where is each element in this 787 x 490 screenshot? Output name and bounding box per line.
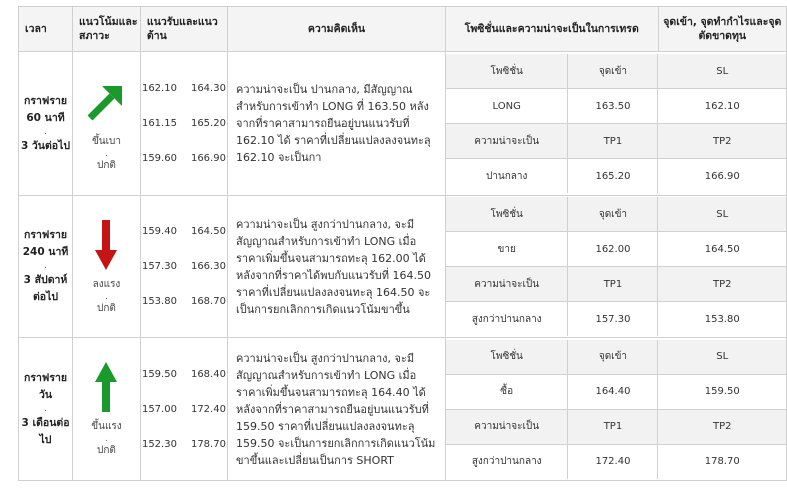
position-value: ซื้อ: [446, 374, 568, 409]
trend-strength: ขึ้นแรง: [91, 421, 122, 432]
trade-details: [446, 54, 786, 193]
tp1-value: 172.40: [568, 444, 658, 479]
support-level: 152.30: [141, 438, 177, 450]
position-value: ขาย: [446, 232, 568, 267]
entry-label: จุดเข้า: [568, 54, 658, 89]
resistance-level: 166.90: [190, 153, 226, 164]
support-level: 159.40: [141, 226, 177, 237]
level-pair: [141, 249, 227, 284]
position-label: โพซิชั่น: [446, 340, 568, 375]
trend-condition: ปกติ: [97, 302, 116, 314]
timeframe-line1: กราฟราย: [24, 229, 68, 241]
trend-dot: .: [105, 434, 108, 444]
trade-details: [446, 197, 786, 336]
timeframe-line1: กราฟราย: [24, 94, 68, 107]
support-level: 161.15: [141, 118, 177, 129]
entry-label: จุดเข้า: [568, 197, 658, 232]
entry-value: 163.50: [568, 89, 658, 124]
probability-label: ความน่าจะเป็น: [446, 409, 568, 444]
level-pair: [141, 106, 227, 141]
timeframe-line2: 60 นาที: [26, 111, 65, 124]
details-row: [446, 232, 786, 267]
tp1-label: TP1: [568, 124, 658, 159]
tp1-value: 165.20: [568, 159, 658, 194]
position-label: โพซิชั่น: [446, 197, 568, 232]
levels-cell: [140, 52, 227, 196]
header-comment: ความคิดเห็น: [228, 7, 446, 52]
trade-details: [446, 340, 786, 479]
sl-value: 164.50: [658, 232, 786, 267]
support-level: 162.10: [141, 83, 177, 94]
entry-value: 162.00: [568, 232, 658, 267]
trend-condition: ปกติ: [97, 159, 116, 171]
timeframe-line3: 3 วันต่อไป: [20, 139, 71, 152]
details-row: [446, 159, 786, 194]
tp1-label: TP1: [568, 267, 658, 302]
comment-text: ความน่าจะเป็น สูงกว่าปานกลาง, จะมีสัญญาณสำหรับการเข้าทำ LONG เมื่อราคาเพิ่มขึ้นจนสามารถทะลุ 164.40 ได้หลังจากที่ราคาสามารถยืนอยู่บนแนวรับที่ 159.50 ราคาที่เปลี่ยนแปลงลงจนทะลุ 159.50 จะเป็นการยกเลิกการเกิดแนวโน้มขาขึ้นและเปลี่ยนเป็นการ SHORT: [228, 338, 446, 481]
trend-dot: .: [105, 148, 108, 159]
trend-dot: .: [105, 291, 108, 302]
level-pair: [141, 357, 227, 392]
support-level: 153.80: [141, 296, 177, 307]
trade-details-cell: [445, 52, 786, 196]
timeframe-cell: [19, 52, 73, 196]
timeframe-line3: 3 เดือนต่อ: [21, 416, 70, 429]
tp2-label: TP2: [658, 124, 786, 159]
timeframe-line2: วัน: [38, 388, 53, 401]
levels-cell: [140, 338, 227, 481]
tp2-label: TP2: [658, 409, 786, 444]
sl-value: 162.10: [658, 89, 786, 124]
details-row: [446, 409, 786, 444]
arrow-up-right-icon: [73, 75, 140, 129]
arrow-down-icon: [73, 218, 140, 272]
trend-cell: [73, 338, 141, 481]
timeframe-cell: [19, 196, 73, 338]
resistance-level: 165.20: [190, 118, 226, 129]
probability-label: ความน่าจะเป็น: [446, 124, 568, 159]
level-pair: [141, 427, 227, 462]
timeframe-line2: 240 นาที: [22, 246, 69, 258]
sl-value: 159.50: [658, 374, 786, 409]
table-row: [19, 338, 787, 481]
trade-details-cell: [445, 338, 786, 481]
sl-label: SL: [658, 54, 786, 89]
position-value: LONG: [446, 89, 568, 124]
timeframe-line1: กราฟราย: [24, 371, 68, 384]
sl-label: SL: [658, 340, 786, 375]
resistance-level: 164.50: [190, 226, 226, 237]
level-pair: [141, 214, 227, 249]
details-row: [446, 444, 786, 479]
sl-label: SL: [658, 197, 786, 232]
table-row: [19, 52, 787, 196]
tp2-value: 153.80: [704, 313, 740, 325]
header-support-resistance: แนวรับและแนวต้าน: [140, 7, 227, 52]
comment-text: ความน่าจะเป็น ปานกลาง, มีสัญญาณสำหรับการเข้าทำ LONG ที่ 163.50 หลังจากที่ราคาสามารถยืนอยู่บนแนวรับที่ 162.10 ได้ ราคาที่เปลี่ยนแปลงลงจนทะลุ 162.10 จะเป็นกา: [228, 52, 446, 196]
position-label: โพซิชั่น: [446, 54, 568, 89]
levels-cell: [140, 196, 227, 338]
level-pair: [141, 392, 227, 427]
timeframe-cell: [19, 338, 73, 481]
tp2-value: 166.90: [704, 170, 740, 182]
level-pair: [141, 141, 227, 176]
resistance-level: 164.30: [190, 83, 226, 94]
resistance-level: 172.40: [190, 403, 226, 415]
resistance-level: 168.70: [190, 296, 226, 307]
tp1-value: 157.30: [568, 302, 658, 337]
entry-label: จุดเข้า: [568, 340, 658, 375]
resistance-level: 168.40: [190, 368, 226, 380]
header-position: โพซิชั่นและความน่าจะเป็นในการเทรด: [445, 7, 658, 52]
probability-label: ความน่าจะเป็น: [446, 267, 568, 302]
level-pair: [141, 71, 227, 106]
trend-cell: [73, 196, 141, 338]
support-level: 157.30: [141, 261, 177, 272]
header-time: เวลา: [19, 7, 73, 52]
timeframe-line4: ต่อไป: [32, 291, 59, 303]
header-trend: แนวโน้มและสภาวะ: [73, 7, 141, 52]
trend-condition: ปกติ: [97, 445, 116, 456]
timeframe-dot: .: [44, 261, 47, 271]
table-row: [19, 196, 787, 338]
tp2-value: 178.70: [704, 456, 740, 467]
resistance-level: 178.70: [190, 438, 226, 450]
timeframe-dot: .: [44, 126, 47, 137]
trade-details-cell: [445, 196, 786, 338]
support-level: 157.00: [141, 403, 177, 415]
level-pair: [141, 284, 227, 319]
details-row: [446, 89, 786, 124]
details-row: [446, 197, 786, 232]
tp1-label: TP1: [568, 409, 658, 444]
trend-cell: [73, 52, 141, 196]
arrow-up-icon: [73, 360, 140, 414]
support-level: 159.60: [141, 153, 177, 164]
trade-signals-table: [18, 6, 787, 481]
entry-value: 164.40: [568, 374, 658, 409]
details-row: [446, 374, 786, 409]
support-level: 159.50: [141, 368, 177, 380]
resistance-level: 166.30: [190, 261, 226, 272]
details-row: [446, 124, 786, 159]
header-row: [19, 7, 787, 52]
timeframe-dot: .: [44, 403, 47, 414]
details-row: [446, 267, 786, 302]
tp2-label: TP2: [658, 267, 786, 302]
probability-value: สูงกว่าปานกลาง: [446, 302, 568, 337]
details-row: [446, 302, 786, 337]
header-entry: จุดเข้า, จุดทำกำไรและจุดตัดขาดทุน: [658, 7, 786, 52]
trend-strength: ขึ้นเบา: [91, 135, 121, 147]
comment-text: ความน่าจะเป็น สูงกว่าปานกลาง, จะมีสัญญาณสำหรับการเข้าทำ LONG เมื่อราคาเพิ่มขึ้นจนสามารถทะลุ 162.00 ได้หลังจากที่ราคาได้พบกับแนวรับที่ 164.50 ราคาที่เปลี่ยนแปลงลงจนทะลุ 164.50 จะเป็นการยกเลิกการเกิดแนวโน้มขาขึ้น: [228, 196, 446, 338]
probability-value: สูงกว่าปานกลาง: [446, 444, 568, 479]
details-row: [446, 54, 786, 89]
probability-value: ปานกลาง: [446, 159, 568, 194]
trend-strength: ลงแรง: [92, 278, 121, 290]
timeframe-line3: 3 สัปดาห์: [23, 274, 68, 286]
details-row: [446, 340, 786, 375]
timeframe-line4: ไป: [39, 433, 52, 446]
